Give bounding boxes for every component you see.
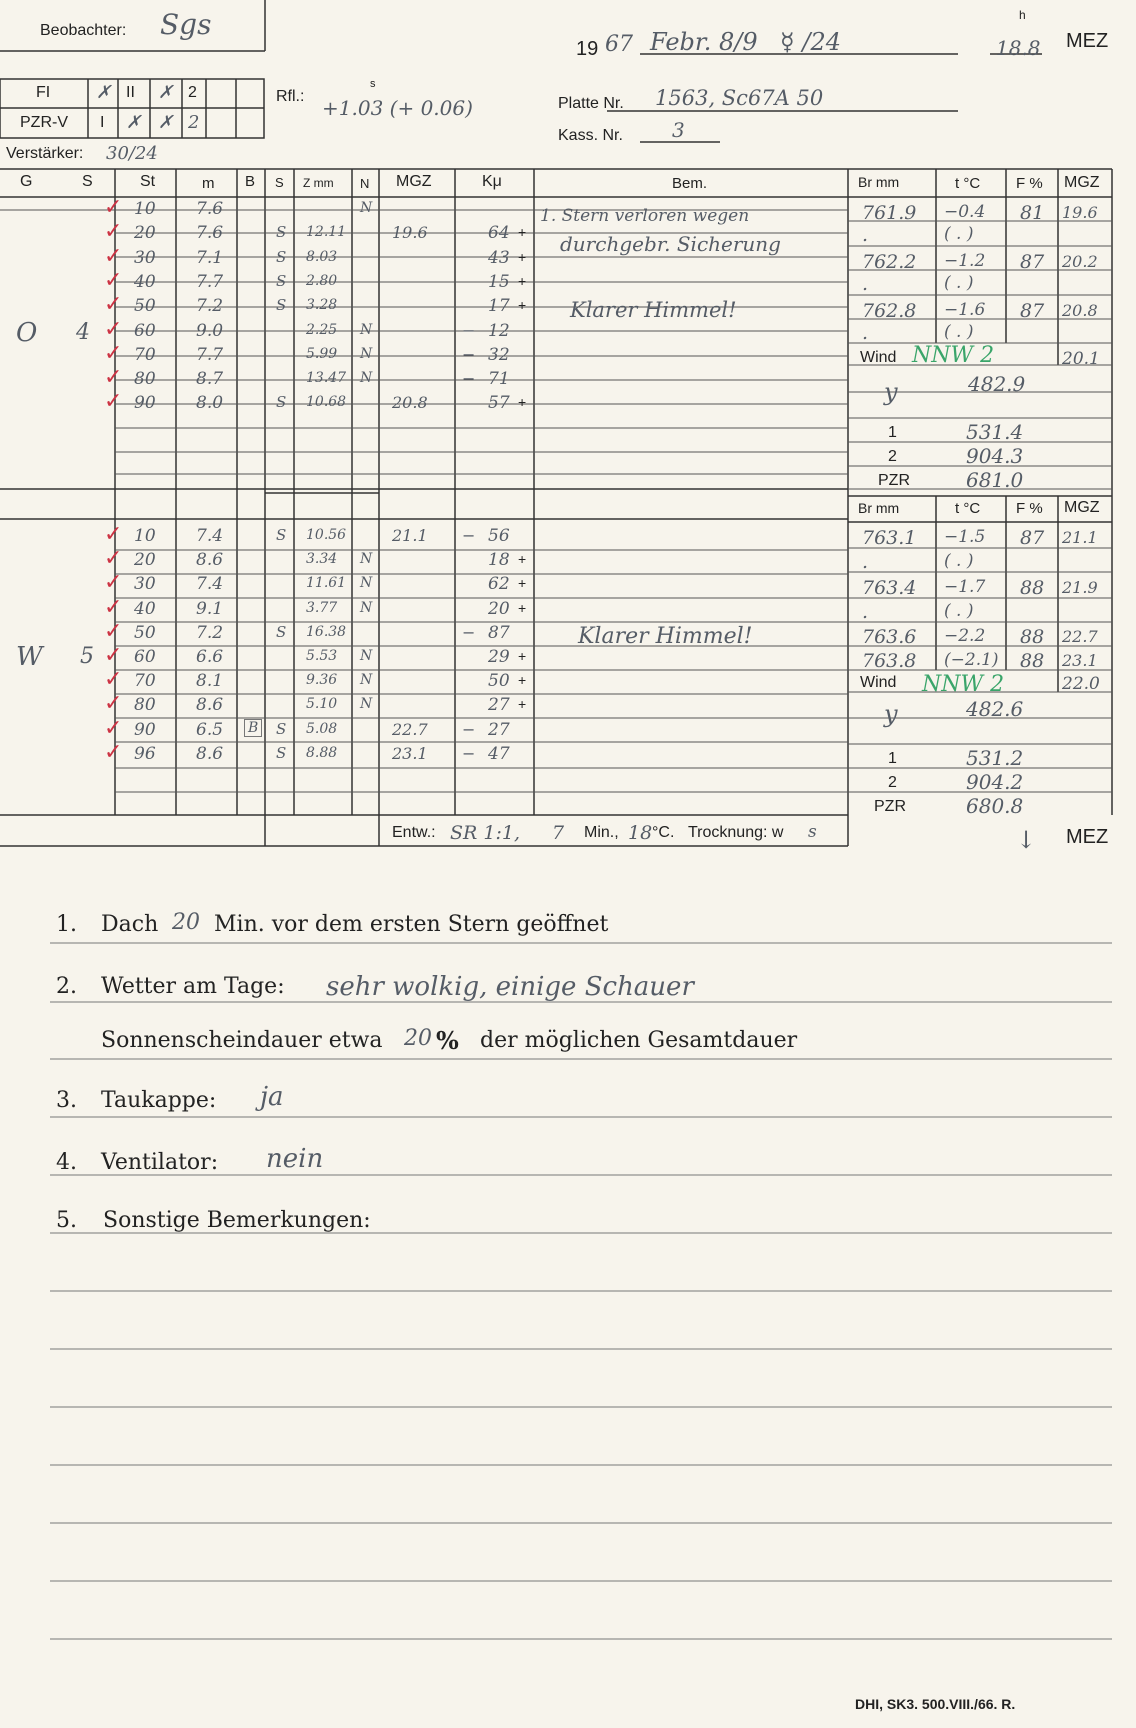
checkmark-icon: ✓ — [104, 739, 123, 765]
side-f-value[interactable]: 87 — [1020, 251, 1045, 273]
row-k-value[interactable]: 27 — [488, 695, 510, 716]
row-s[interactable]: S — [276, 622, 287, 641]
rfl-sup: s — [370, 78, 376, 90]
block2-y-label: y — [884, 700, 898, 728]
block2-wind-value[interactable]: NNW 2 — [922, 672, 1005, 697]
block1-two-value[interactable]: 904.3 — [966, 444, 1024, 468]
note3-num: 3. — [56, 1088, 77, 1113]
col-header-g: G — [20, 173, 33, 190]
row-s[interactable]: S — [276, 223, 287, 242]
observer-value[interactable]: Sgs — [160, 8, 212, 41]
note1-label: Dach — [101, 912, 159, 937]
block1-g[interactable]: O — [16, 318, 38, 348]
fi-cell[interactable]: ✗ — [158, 82, 174, 103]
checkmark-icon: ✓ — [104, 195, 123, 220]
row-mgz[interactable]: 20.8 — [392, 393, 428, 413]
fi-label: FI — [36, 84, 51, 101]
date-value[interactable]: Febr. 8/9 — [650, 28, 758, 56]
row-k-sign[interactable]: − — [462, 719, 476, 739]
row-zmm[interactable]: 8.88 — [306, 744, 338, 761]
note1-text: Min. vor dem ersten Stern geöffnet — [214, 912, 609, 937]
row-k-plus: + — [518, 575, 527, 592]
col-header-zmm: Z mm — [303, 176, 334, 190]
side-header-f: F % — [1016, 175, 1043, 192]
side-mgz-value[interactable]: 20.2 — [1062, 252, 1098, 271]
row-n[interactable]: N — [360, 696, 373, 713]
verstaerker-value[interactable]: 30/24 — [106, 143, 158, 164]
col-header-bem: Bem. — [672, 175, 708, 192]
row-star[interactable]: 70 — [134, 671, 156, 692]
row-magnitude[interactable]: 7.6 — [196, 223, 224, 244]
entw-trock-label: Trocknung: w — [688, 824, 784, 841]
note4-value[interactable]: nein — [266, 1144, 324, 1174]
row-k-plus: + — [518, 297, 527, 314]
side-t-value[interactable]: ( . ) — [944, 322, 974, 342]
row-s[interactable]: S — [276, 247, 287, 266]
block1-bem-line2[interactable]: durchgebr. Sicherung — [560, 232, 781, 256]
block2-one-value[interactable]: 531.2 — [966, 746, 1024, 770]
row-k-value[interactable]: 50 — [488, 671, 510, 692]
row-zmm[interactable]: 8.03 — [306, 248, 338, 265]
checkmark-icon: ✓ — [104, 292, 123, 318]
row-k-sign[interactable]: − — [462, 344, 476, 364]
row-k-sign[interactable]: − — [462, 369, 476, 389]
row-k-plus: + — [518, 551, 527, 568]
block1-one-label: 1 — [888, 424, 897, 441]
side-header-mgz: MGZ — [1064, 174, 1100, 191]
row-k-plus: + — [518, 272, 527, 289]
row-star[interactable]: 80 — [134, 369, 156, 390]
note3-value[interactable]: ja — [260, 1082, 284, 1112]
col-header-n: N — [360, 176, 370, 191]
col-header-s2: S — [275, 175, 284, 190]
side-mgz-value[interactable]: 20.8 — [1062, 301, 1098, 320]
row-magnitude[interactable]: 7.6 — [196, 199, 224, 219]
row-s[interactable]: S — [276, 743, 287, 762]
side-t-value[interactable]: ( . ) — [944, 224, 974, 244]
col-header-mgz: MGZ — [396, 173, 432, 190]
row-k-value[interactable]: 17 — [488, 296, 510, 317]
block1-pzr-label: PZR — [878, 472, 910, 489]
note1-num: 1. — [56, 912, 77, 937]
row-k-value[interactable]: 43 — [488, 247, 510, 268]
entw-min-value[interactable]: 7 — [552, 822, 565, 844]
rfl-value[interactable]: +1.03 (+ 0.06) — [322, 96, 473, 120]
row-k-plus: + — [518, 599, 527, 616]
side-br-value[interactable]: 763.1 — [862, 527, 917, 549]
note4-num: 4. — [56, 1150, 77, 1175]
row-n[interactable]: N — [360, 672, 373, 689]
block1-pzr-value[interactable]: 681.0 — [966, 468, 1024, 492]
side-f-value[interactable]: 88 — [1020, 650, 1045, 672]
row-k-value[interactable]: 71 — [488, 369, 510, 390]
form-code: DHI, SK3. 500.VIII./66. R. — [855, 1696, 1016, 1712]
row-k-plus: + — [518, 224, 527, 241]
row-k-value[interactable]: 62 — [488, 574, 510, 595]
block2-pzr-label: PZR — [874, 798, 906, 815]
side-br-value[interactable]: 763.8 — [862, 650, 917, 672]
row-mgz[interactable]: 21.1 — [392, 526, 428, 545]
side-br-value[interactable]: . — [862, 551, 869, 573]
checkmark-icon: ✓ — [104, 389, 123, 415]
side-t-value[interactable]: −1.2 — [944, 251, 986, 271]
col-header-m: m — [202, 175, 215, 192]
row-mgz[interactable]: 23.1 — [392, 743, 428, 763]
row-k-value[interactable]: 87 — [488, 622, 510, 643]
side-br-value[interactable]: . — [862, 224, 869, 246]
checkmark-icon: ✓ — [104, 316, 123, 342]
note1-value[interactable]: 20 — [172, 910, 200, 935]
row-s[interactable]: S — [276, 296, 287, 315]
row-zmm[interactable]: 3.77 — [306, 599, 338, 616]
row-zmm[interactable]: 12.11 — [306, 224, 347, 241]
note2-label: Wetter am Tage: — [101, 974, 285, 999]
side-t-value[interactable]: (−2.1) — [944, 650, 999, 670]
row-n[interactable]: N — [360, 345, 373, 362]
row-magnitude[interactable]: 9.1 — [196, 598, 224, 619]
block1-s[interactable]: 4 — [76, 320, 90, 345]
block2-bem-line1[interactable]: Klarer Himmel! — [578, 624, 753, 649]
row-k-plus: + — [518, 672, 527, 689]
side-t-value[interactable]: −1.6 — [944, 300, 986, 320]
date-extra[interactable]: ☿ /24 — [780, 28, 841, 56]
row-n[interactable]: N — [360, 370, 373, 387]
row-star[interactable]: 96 — [134, 743, 156, 764]
note2b-text: der möglichen Gesamtdauer — [480, 1028, 798, 1053]
row-n[interactable]: N — [360, 551, 373, 568]
row-k-value[interactable]: 64 — [488, 223, 510, 244]
block2-s[interactable]: 5 — [80, 644, 94, 669]
kass-label: Kass. Nr. — [558, 127, 623, 144]
observer-label: Beobachter: — [40, 22, 127, 39]
col-header-b: B — [245, 173, 256, 190]
row-s[interactable]: S — [276, 719, 287, 738]
row-magnitude[interactable]: 8.6 — [196, 695, 224, 716]
row-n[interactable]: N — [360, 648, 373, 664]
row-star[interactable]: 30 — [134, 247, 156, 268]
row-star[interactable]: 30 — [134, 574, 156, 595]
row-zmm[interactable]: 10.56 — [306, 527, 347, 543]
row-n[interactable]: N — [360, 599, 373, 616]
row-star[interactable]: 60 — [134, 647, 156, 667]
row-zmm[interactable]: 9.36 — [306, 672, 338, 689]
checkmark-icon: ✓ — [104, 667, 123, 693]
row-zmm[interactable]: 10.68 — [306, 394, 347, 411]
row-k-plus: + — [518, 648, 527, 664]
checkmark-icon: ✓ — [104, 546, 123, 572]
row-star[interactable]: 40 — [134, 598, 156, 619]
fi-cell: II — [126, 84, 135, 101]
row-s[interactable]: S — [276, 526, 287, 544]
row-k-sign[interactable]: − — [462, 622, 476, 642]
side-t-value[interactable]: ( . ) — [944, 273, 974, 293]
block1-mgz-last[interactable]: 20.1 — [1062, 349, 1100, 369]
side-mgz-value[interactable]: 21.1 — [1062, 528, 1098, 547]
side-br-value[interactable]: . — [862, 601, 869, 623]
side-mgz-value[interactable]: 23.1 — [1062, 651, 1098, 670]
row-star[interactable]: 20 — [134, 223, 156, 244]
row-n[interactable]: N — [360, 200, 373, 216]
side-br-value[interactable]: 763.4 — [862, 577, 917, 599]
row-k-plus: + — [518, 394, 527, 411]
side-br-value[interactable]: . — [862, 273, 869, 295]
row-star[interactable]: 90 — [134, 393, 156, 414]
note2-value[interactable]: sehr wolkig, einige Schauer — [326, 972, 694, 1002]
row-star[interactable]: 20 — [134, 550, 156, 571]
row-k-value[interactable]: 18 — [488, 550, 510, 571]
footer-mez-label: MEZ — [1066, 826, 1109, 848]
side-br-value[interactable]: 763.6 — [862, 626, 917, 648]
row-k-plus: + — [518, 248, 527, 265]
side-t-value[interactable]: −2.2 — [944, 626, 986, 646]
verstaerker-label: Verstärker: — [6, 145, 84, 162]
entw-trock-value[interactable]: s — [808, 822, 817, 842]
block1-y-label: y — [884, 378, 898, 406]
side-header-br: Br mm — [858, 500, 900, 516]
row-k-sign[interactable]: − — [462, 320, 476, 340]
row-k-sign[interactable]: − — [462, 743, 476, 763]
pzrv-label: PZR-V — [20, 114, 68, 131]
row-star[interactable]: 80 — [134, 695, 156, 716]
row-k-value[interactable]: 57 — [488, 393, 510, 414]
row-magnitude[interactable]: 7.1 — [196, 247, 224, 268]
side-t-value[interactable]: −1.5 — [944, 527, 986, 547]
platte-value[interactable]: 1563, Sc67A 50 — [655, 86, 824, 110]
row-zmm[interactable]: 16.38 — [306, 623, 347, 640]
row-s[interactable]: S — [276, 271, 287, 290]
row-magnitude[interactable]: 8.7 — [196, 369, 224, 390]
row-star[interactable]: 70 — [134, 344, 156, 365]
side-f-value[interactable]: 81 — [1020, 202, 1045, 224]
pzrv-cell[interactable]: ✗ — [126, 112, 142, 133]
block1-wind-value[interactable]: NNW 2 — [912, 343, 995, 368]
checkmark-icon: ✓ — [104, 594, 123, 620]
row-n[interactable]: N — [360, 575, 373, 592]
col-header-kmu: Kμ — [482, 173, 502, 190]
row-s[interactable]: S — [276, 393, 287, 412]
block2-two-value[interactable]: 904.2 — [966, 770, 1024, 794]
checkmark-icon: ✓ — [104, 522, 123, 547]
block2-one-label: 1 — [888, 750, 897, 767]
row-zmm[interactable]: 13.47 — [306, 370, 347, 387]
side-mgz-value[interactable]: 19.6 — [1062, 203, 1098, 222]
note2b-value[interactable]: 20 — [404, 1026, 432, 1051]
pzrv-cell[interactable]: ✗ — [158, 112, 174, 133]
row-zmm[interactable]: 5.10 — [306, 696, 338, 713]
row-star[interactable]: 40 — [134, 271, 156, 292]
side-t-value[interactable]: ( . ) — [944, 551, 974, 571]
time-value[interactable]: 18.8 — [996, 36, 1041, 60]
block2-two-label: 2 — [888, 774, 897, 791]
block2-y-value[interactable]: 482.6 — [966, 697, 1024, 721]
side-header-f: F % — [1016, 500, 1043, 517]
col-header-s: S — [82, 173, 93, 190]
side-f-value[interactable]: 87 — [1020, 300, 1045, 322]
side-mgz-value[interactable]: 21.9 — [1062, 578, 1098, 597]
block1-one-value[interactable]: 531.4 — [966, 420, 1024, 444]
row-star[interactable]: 50 — [134, 296, 156, 317]
entw-temp-label: °C. — [652, 824, 675, 841]
side-mgz-value[interactable]: 22.7 — [1062, 627, 1098, 646]
row-k-value[interactable]: 15 — [488, 271, 510, 292]
side-header-t: t °C — [955, 500, 981, 517]
kass-value[interactable]: 3 — [672, 118, 685, 142]
pzrv-cell[interactable]: 2 — [188, 112, 200, 133]
row-k-value[interactable]: 56 — [488, 526, 510, 546]
block2-g[interactable]: W — [16, 642, 43, 672]
row-k-value[interactable]: 20 — [488, 598, 510, 619]
row-k-value[interactable]: 29 — [488, 647, 510, 667]
row-zmm[interactable]: 11.61 — [306, 575, 347, 592]
year-prefix: 19 — [576, 38, 599, 60]
side-t-value[interactable]: ( . ) — [944, 601, 974, 621]
checkmark-icon: ✓ — [104, 691, 123, 717]
row-star[interactable]: 10 — [134, 199, 156, 219]
year-suffix[interactable]: 67 — [605, 32, 633, 57]
checkmark-icon: ✓ — [104, 340, 123, 366]
block1-y-value[interactable]: 482.9 — [968, 372, 1026, 396]
block2-pzr-value[interactable]: 680.8 — [966, 794, 1024, 818]
row-star[interactable]: 90 — [134, 719, 156, 740]
entw-label: Entw.: — [392, 824, 436, 841]
row-magnitude[interactable]: 7.4 — [196, 574, 224, 595]
row-star[interactable]: 50 — [134, 622, 156, 643]
side-br-value[interactable]: 761.9 — [862, 202, 917, 224]
row-star[interactable]: 10 — [134, 526, 156, 546]
checkmark-icon: ✓ — [104, 267, 123, 293]
col-header-st: St — [140, 173, 156, 190]
arrow-down-icon: ↓ — [1016, 826, 1037, 854]
block1-two-label: 2 — [888, 448, 897, 465]
block2-wind-label: Wind — [860, 674, 897, 691]
side-header-t: t °C — [955, 175, 981, 192]
row-magnitude[interactable]: 9.0 — [196, 320, 224, 341]
row-k-value[interactable]: 12 — [488, 320, 510, 341]
side-br-value[interactable]: 762.8 — [862, 300, 917, 322]
block2-mgz-last[interactable]: 22.0 — [1062, 674, 1100, 694]
row-magnitude[interactable]: 7.4 — [196, 526, 224, 546]
row-k-value[interactable]: 27 — [488, 719, 510, 740]
side-header-mgz: MGZ — [1064, 499, 1100, 516]
row-magnitude[interactable]: 7.7 — [196, 271, 224, 292]
note2b-percent: % — [436, 1026, 459, 1055]
row-zmm[interactable]: 3.34 — [306, 551, 338, 568]
row-k-value[interactable]: 47 — [488, 743, 510, 764]
row-magnitude[interactable]: 6.5 — [196, 719, 224, 740]
row-k-plus: + — [518, 696, 527, 713]
row-mgz[interactable]: 19.6 — [392, 223, 428, 243]
block1-wind-label: Wind — [860, 349, 897, 366]
side-br-value[interactable]: 762.2 — [862, 251, 917, 273]
row-n[interactable]: N — [360, 321, 373, 338]
checkmark-icon: ✓ — [104, 618, 123, 644]
row-zmm[interactable]: 2.25 — [306, 321, 338, 338]
rfl-label: Rfl.: — [276, 88, 305, 105]
row-zmm[interactable]: 5.08 — [306, 720, 338, 737]
checkmark-icon: ✓ — [104, 243, 123, 269]
checkmark-icon: ✓ — [104, 365, 123, 391]
checkmark-icon: ✓ — [104, 570, 123, 596]
row-zmm[interactable]: 2.80 — [306, 272, 338, 289]
side-f-value[interactable]: 88 — [1020, 626, 1045, 648]
row-mgz[interactable]: 22.7 — [392, 719, 428, 739]
row-magnitude[interactable]: 8.6 — [196, 550, 224, 571]
checkmark-icon: ✓ — [104, 715, 123, 741]
hour-sup: h — [1019, 8, 1026, 22]
checkmark-icon: ✓ — [104, 643, 123, 668]
row-zmm[interactable]: 3.28 — [306, 297, 338, 314]
row-b-mark[interactable]: B — [244, 719, 262, 737]
entw-temp-value[interactable]: 18 — [628, 822, 653, 844]
row-magnitude[interactable]: 6.6 — [196, 647, 224, 667]
row-magnitude[interactable]: 8.1 — [196, 671, 224, 692]
row-magnitude[interactable]: 7.2 — [196, 622, 224, 643]
row-magnitude[interactable]: 8.0 — [196, 393, 224, 414]
fi-cell: 2 — [188, 84, 197, 101]
row-magnitude[interactable]: 8.6 — [196, 743, 224, 764]
fi-cell[interactable]: ✗ — [96, 82, 112, 103]
row-zmm[interactable]: 5.99 — [306, 345, 338, 362]
block1-bem-line3[interactable]: Klarer Himmel! — [570, 298, 737, 322]
side-t-value[interactable]: −1.7 — [944, 577, 986, 597]
row-magnitude[interactable]: 7.2 — [196, 296, 224, 317]
row-magnitude[interactable]: 7.7 — [196, 344, 224, 365]
checkmark-icon: ✓ — [104, 219, 123, 245]
side-header-br: Br mm — [858, 174, 900, 190]
platte-label: Platte Nr. — [558, 95, 624, 112]
row-k-value[interactable]: 32 — [488, 344, 510, 365]
mez-label: MEZ — [1066, 30, 1109, 52]
note2b-label: Sonnenscheindauer etwa — [101, 1028, 383, 1053]
row-zmm[interactable]: 5.53 — [306, 648, 338, 664]
row-star[interactable]: 60 — [134, 320, 156, 341]
entw-min-label: Min., — [584, 824, 619, 841]
note5-num: 5. — [56, 1208, 77, 1233]
row-k-sign[interactable]: − — [462, 526, 476, 545]
side-t-value[interactable]: −0.4 — [944, 202, 986, 222]
side-f-value[interactable]: 88 — [1020, 577, 1045, 599]
note3-label: Taukappe: — [101, 1088, 217, 1113]
entw-dev[interactable]: SR 1:1, — [450, 822, 520, 844]
pzrv-cell: I — [100, 114, 105, 131]
note2-num: 2. — [56, 974, 77, 999]
block1-bem-line1[interactable]: 1. Stern verloren wegen — [540, 206, 750, 226]
note5-label: Sonstige Bemerkungen: — [103, 1208, 371, 1233]
note4-label: Ventilator: — [101, 1150, 219, 1175]
side-f-value[interactable]: 87 — [1020, 527, 1045, 549]
side-br-value[interactable]: . — [862, 322, 869, 344]
